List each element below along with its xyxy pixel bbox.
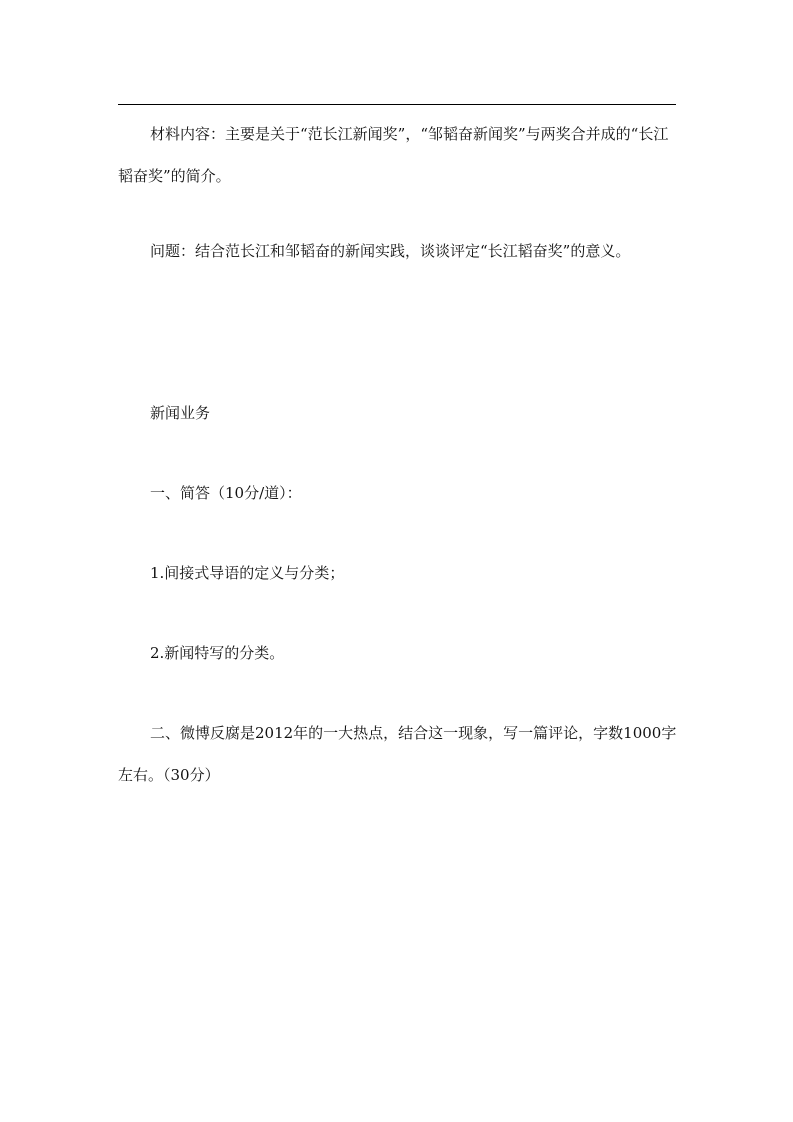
question-item-1: 1.间接式导语的定义与分类；: [150, 564, 345, 582]
header-rule: [118, 104, 676, 105]
essay-question: 二、微博反腐是2012年的一大热点，结合这一现象，写一篇评论，字数1000字左右。（30分）: [118, 724, 677, 784]
section-heading: 新闻业务: [150, 404, 211, 422]
question-item-2: 2.新闻特写的分类。: [150, 644, 285, 662]
material-paragraph: 材料内容：主要是关于“范长江新闻奖”，“邹韬奋新闻奖”与两奖合并成的“长江韬奋奖”的简介。: [118, 125, 669, 185]
question-paragraph: 问题：结合范长江和邹韬奋的新闻实践，谈谈评定“长江韬奋奖”的意义。: [150, 242, 631, 260]
short-answer-heading: 一、简答（10分/道）：: [150, 484, 302, 502]
